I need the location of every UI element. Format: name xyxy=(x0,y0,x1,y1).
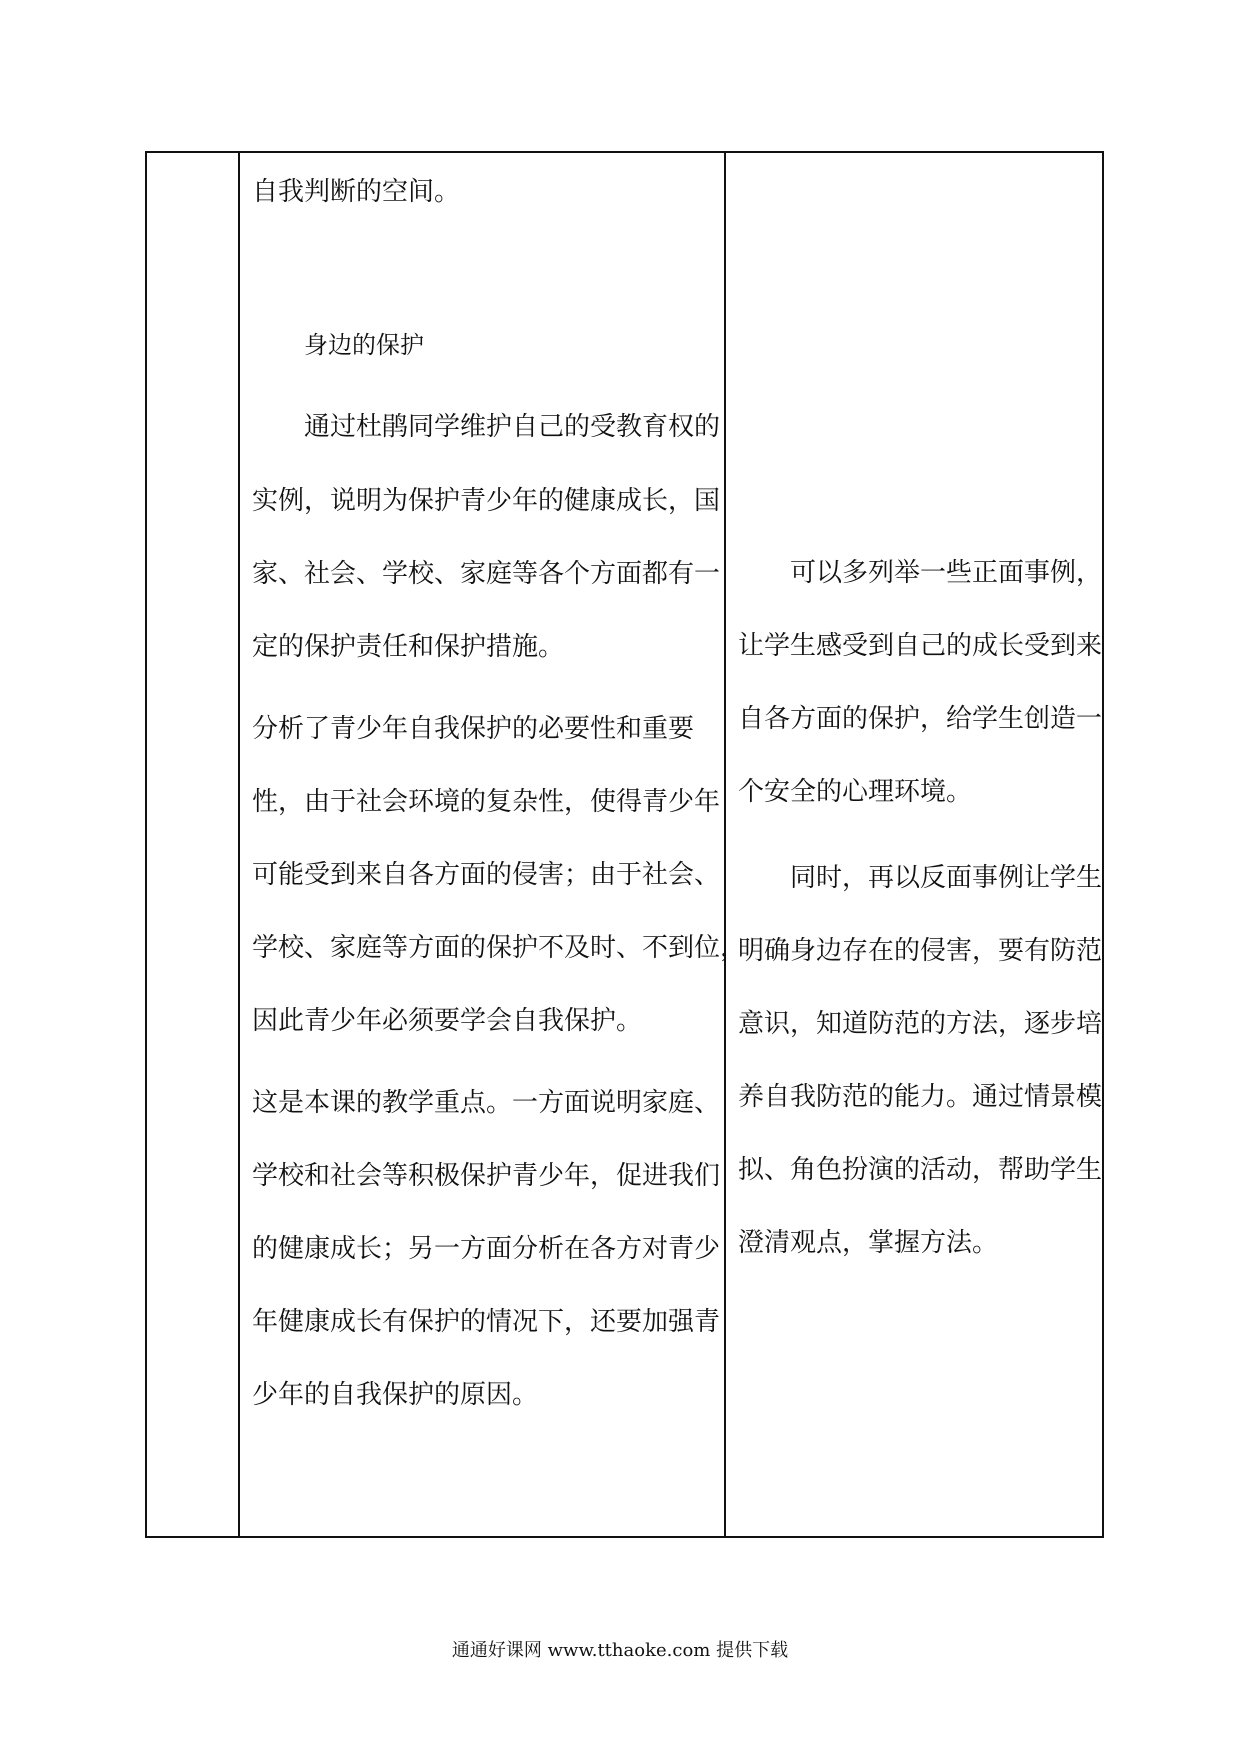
content-line: 年健康成长有保护的情况下，还要加强青 xyxy=(252,1307,721,1337)
content-line: 性，由于社会环境的复杂性，使得青少年 xyxy=(252,787,721,817)
notes-column-cell xyxy=(726,153,1102,1536)
content-line: 的健康成长；另一方面分析在各方对青少 xyxy=(252,1234,721,1264)
content-line: 通过杜鹃同学维护自己的受教育权的 xyxy=(304,412,721,442)
content-line: 实例，说明为保护青少年的健康成长，国 xyxy=(252,486,721,516)
notes-line: 同时，再以反面事例让学生 xyxy=(790,863,1103,893)
notes-line: 意识，知道防范的方法，逐步培 xyxy=(738,1009,1103,1039)
notes-line: 可以多列举一些正面事例， xyxy=(790,558,1103,588)
content-line: 定的保护责任和保护措施。 xyxy=(252,632,565,662)
section-heading: 身边的保护 xyxy=(304,331,424,359)
notes-line: 自各方面的保护，给学生创造一 xyxy=(738,704,1103,734)
notes-line: 养自我防范的能力。通过情景模 xyxy=(738,1082,1103,1112)
content-column-cell xyxy=(240,153,747,1536)
notes-line: 让学生感受到自己的成长受到来 xyxy=(738,631,1103,661)
notes-line: 明确身边存在的侵害，要有防范 xyxy=(738,936,1103,966)
content-line: 可能受到来自各方面的侵害；由于社会、 xyxy=(252,860,721,890)
content-line: 因此青少年必须要学会自我保护。 xyxy=(252,1006,643,1036)
content-line: 少年的自我保护的原因。 xyxy=(252,1380,539,1410)
content-line: 学校和社会等积极保护青少年，促进我们 xyxy=(252,1161,721,1191)
content-line: 分析了青少年自我保护的必要性和重要 xyxy=(252,714,695,744)
content-line: 自我判断的空间。 xyxy=(252,177,461,207)
left-column-cell xyxy=(147,153,238,1536)
page-footer: 通通好课网 www.tthaoke.com 提供下载 xyxy=(451,1640,789,1661)
content-line: 这是本课的教学重点。一方面说明家庭、 xyxy=(252,1088,721,1118)
content-line: 家、社会、学校、家庭等各个方面都有一 xyxy=(252,559,721,589)
lesson-plan-table xyxy=(145,151,1104,1538)
notes-line: 拟、角色扮演的活动，帮助学生 xyxy=(738,1155,1103,1185)
notes-line: 澄清观点，掌握方法。 xyxy=(738,1228,999,1258)
content-line: 学校、家庭等方面的保护不及时、不到位， xyxy=(252,933,747,963)
notes-line: 个安全的心理环境。 xyxy=(738,777,973,807)
